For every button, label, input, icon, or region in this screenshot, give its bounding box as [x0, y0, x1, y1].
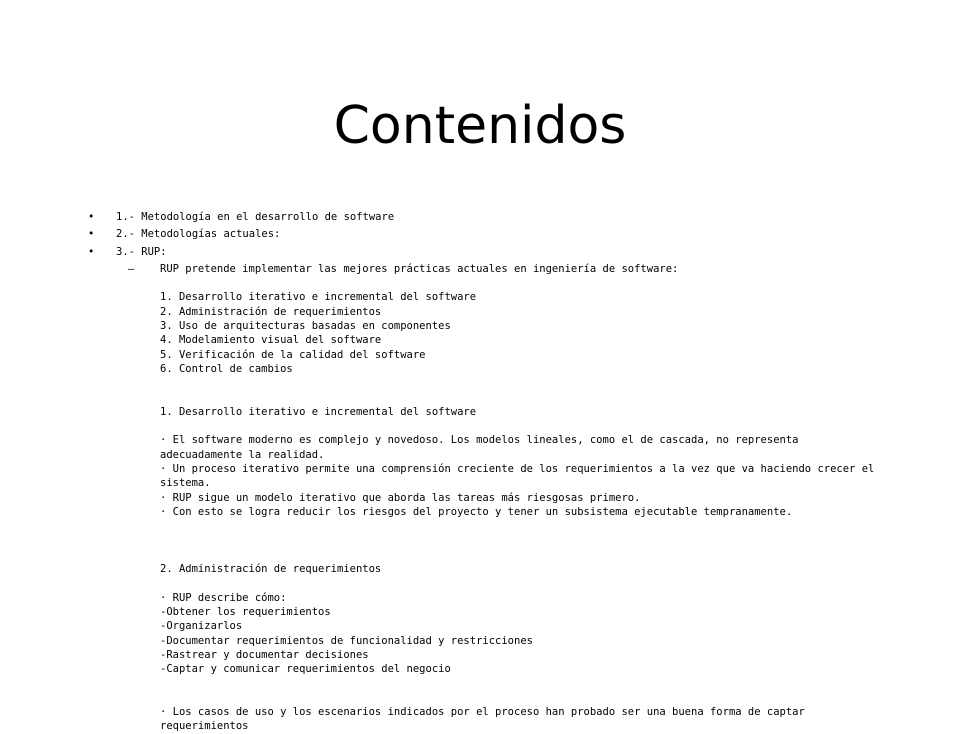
bullet-text: 1.- Metodología en el desarrollo de software — [116, 211, 395, 223]
practice-item: 5. Verificación de la calidad del software — [160, 348, 426, 361]
dash-icon: – — [128, 262, 135, 275]
section2-item: -Rastrear y documentar decisiones — [160, 648, 369, 661]
section1-point: · RUP sigue un modelo iterativo que aborda las tareas más riesgosas primero. — [160, 491, 641, 504]
practice-item: 4. Modelamiento visual del software — [160, 334, 382, 347]
practice-item: 6. Control de cambios — [160, 362, 293, 375]
section2-item: -Obtener los requerimientos — [160, 606, 331, 619]
section1-point: · Un proceso iterativo permite una comprensión creciente de los requerimientos a la vez que va haciendo crecer el sistema. — [160, 463, 875, 490]
rup-intro: RUP pretende implementar las mejores prácticas actuales en ingeniería de software: — [160, 262, 679, 275]
slide-title: Contenidos — [333, 96, 627, 156]
section1-point: · Con esto se logra reducir los riesgos del proyecto y tener un subsistema ejecutable tempranamente. — [160, 505, 793, 518]
section2-heading: 2. Administración de requerimientos — [160, 563, 382, 576]
section2-item: -Organizarlos — [160, 620, 243, 633]
bullet-text: 3.- RUP: — [116, 245, 167, 258]
section2-last-point: · Los casos de uso y los escenarios indicados por el proceso han probado ser una buena forma de captar requerimientos — [160, 706, 805, 733]
rup-subitem — [0, 262, 960, 734]
bullet-item — [0, 245, 960, 259]
bullet-icon: • — [88, 211, 95, 223]
section1-point: · El software moderno es complejo y novedoso. Los modelos lineales, como el de cascada, no representa adecuadamente la realidad. — [160, 434, 799, 461]
slide-body — [0, 210, 960, 734]
practice-item: 1. Desarrollo iterativo e incremental del software — [160, 291, 477, 304]
bullet-item — [0, 227, 960, 241]
practice-item: 3. Uso de arquitecturas basadas en componentes — [160, 320, 451, 333]
section2-intro: · RUP describe cómo: — [160, 591, 287, 604]
bullet-text: 2.- Metodologías actuales: — [116, 228, 281, 241]
section1-heading: 1. Desarrollo iterativo e incremental del software — [160, 405, 477, 418]
bullet-icon: • — [88, 245, 95, 258]
bullet-item — [0, 210, 960, 224]
section2-item: -Captar y comunicar requerimientos del negocio — [160, 663, 451, 676]
section2-item: -Documentar requerimientos de funcionalidad y restricciones — [160, 634, 533, 647]
practice-item: 2. Administración de requerimientos — [160, 305, 382, 318]
bullet-icon: • — [88, 228, 95, 241]
